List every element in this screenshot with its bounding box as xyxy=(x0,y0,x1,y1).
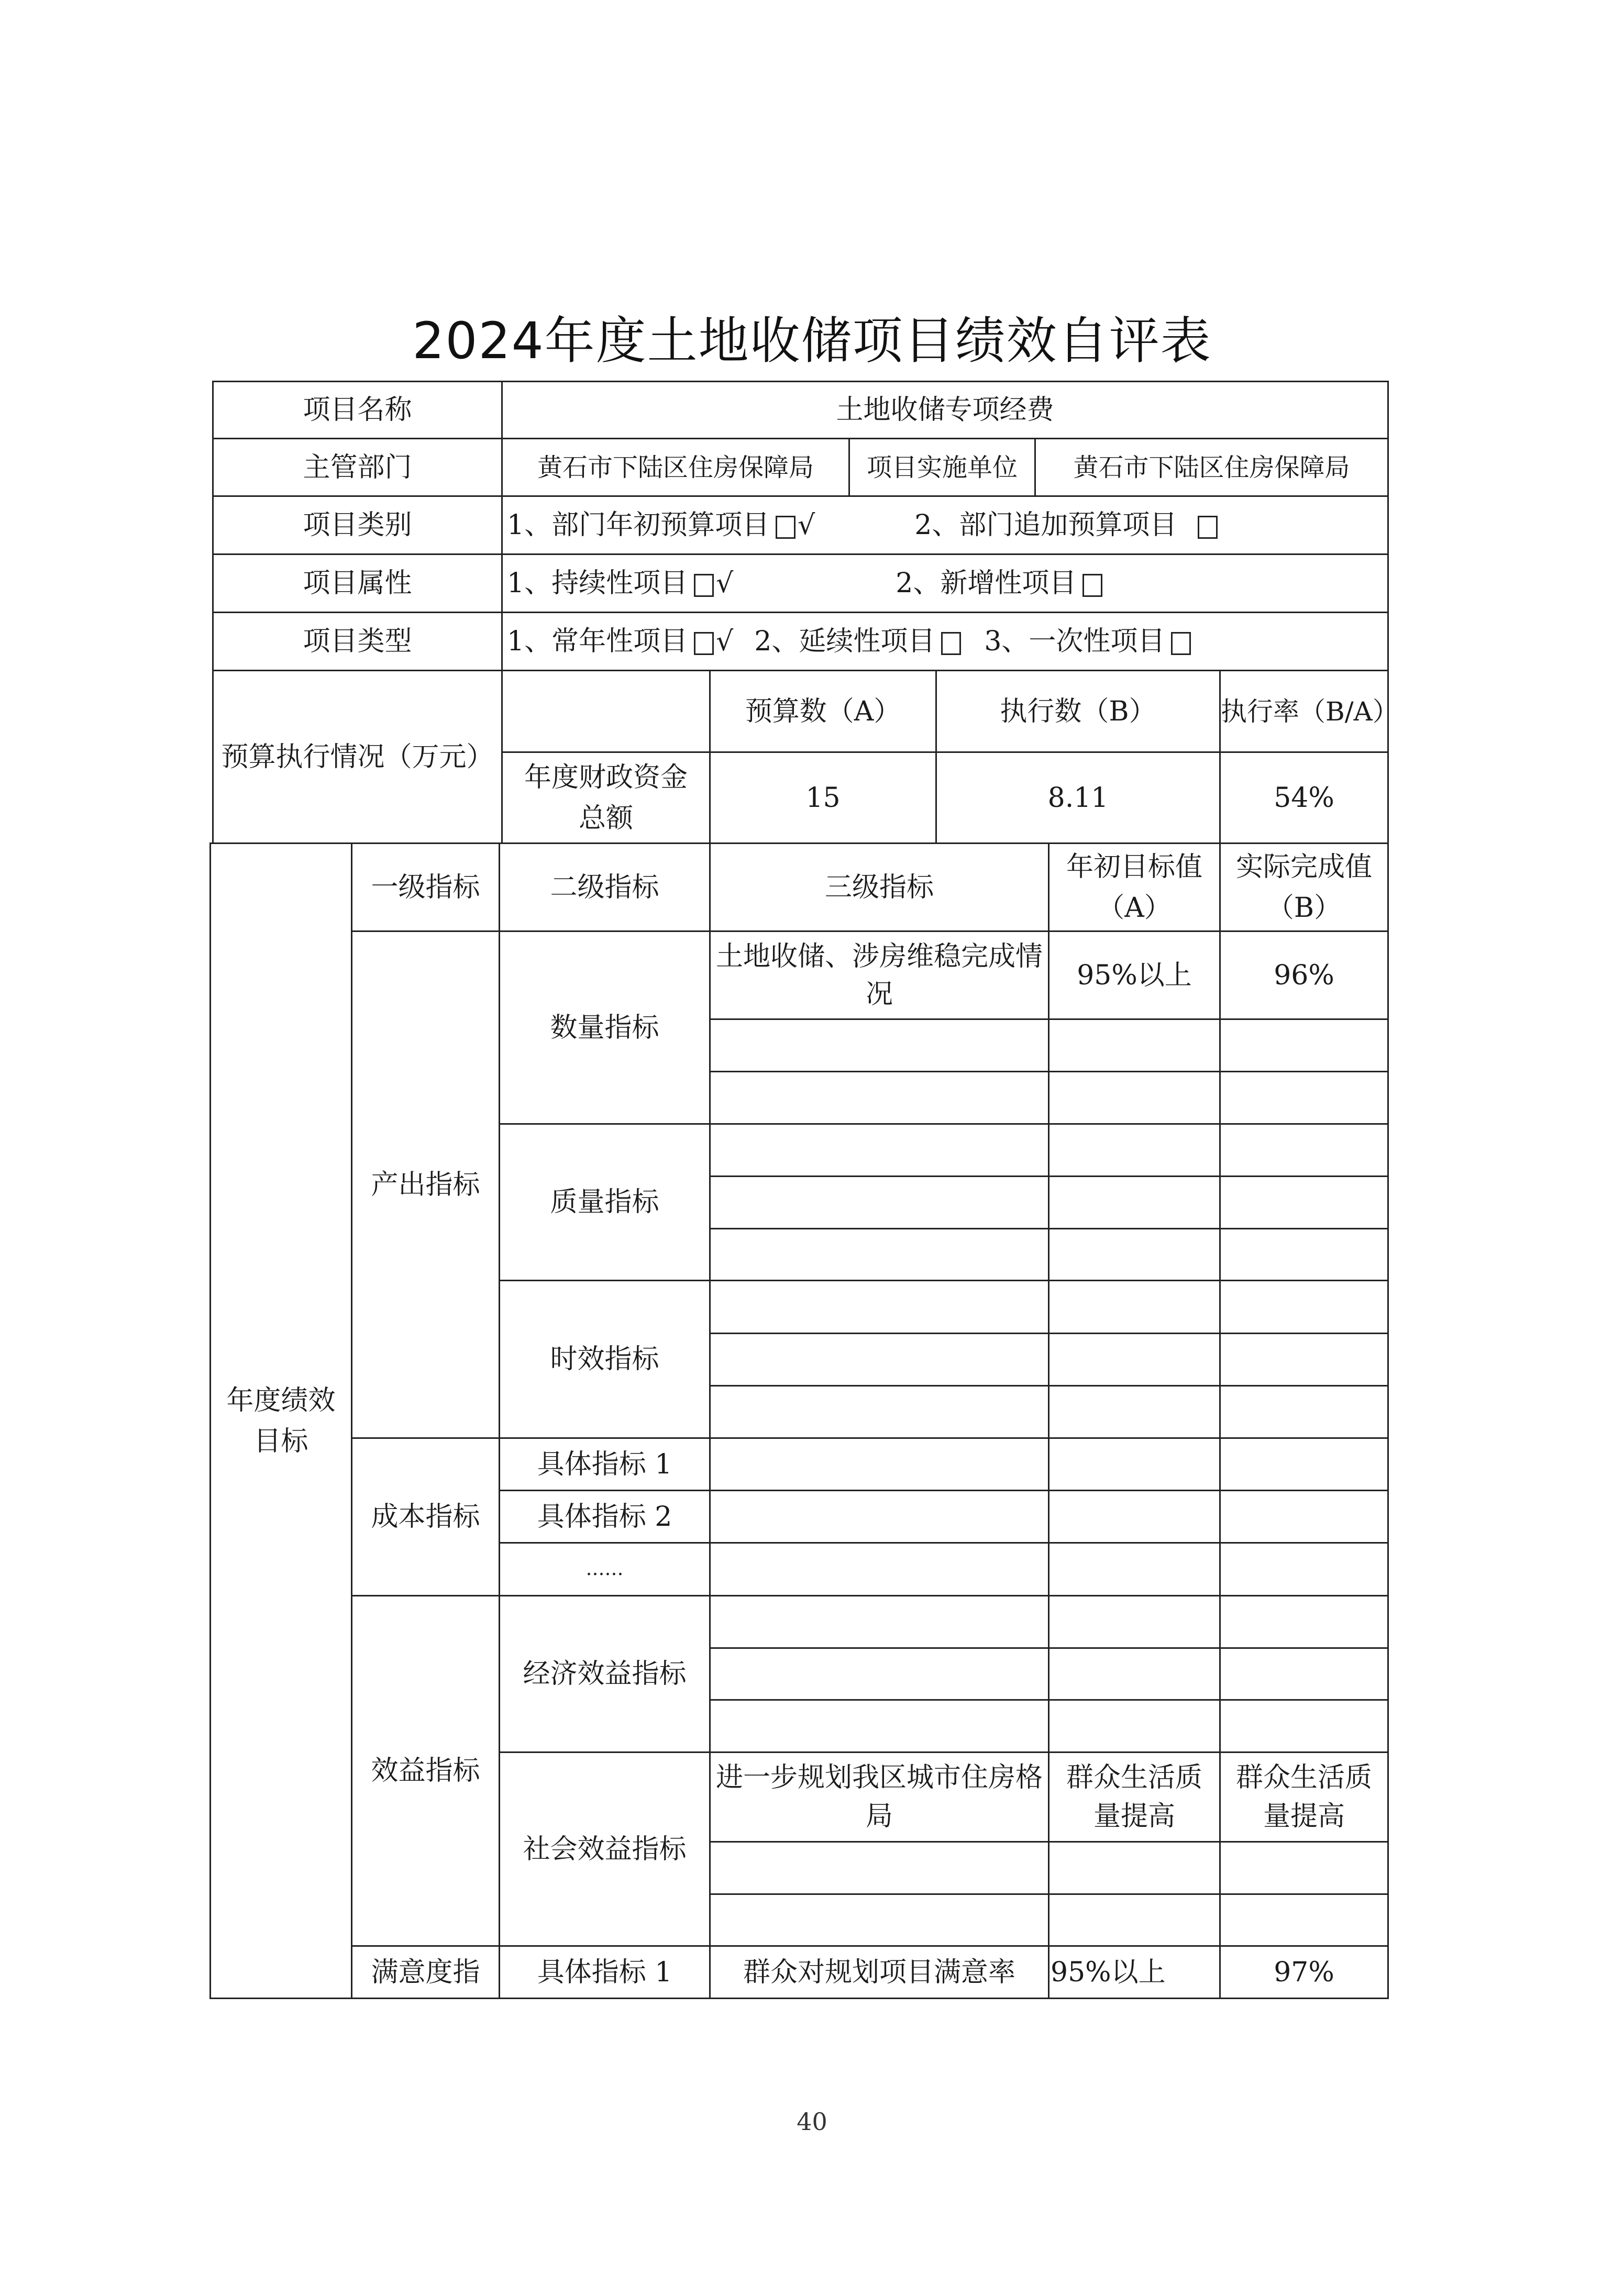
department-label: 主管部门 xyxy=(212,438,503,497)
empty-cell xyxy=(1219,1175,1389,1229)
project-name-label: 项目名称 xyxy=(212,381,503,439)
empty-cell xyxy=(709,1699,1049,1753)
budget-header-b: 执行数（B） xyxy=(935,670,1221,753)
type-label: 项目类型 xyxy=(212,612,503,671)
budget-label: 预算执行情况（万元） xyxy=(212,670,503,844)
empty-cell xyxy=(1219,1018,1389,1072)
empty-cell xyxy=(1219,1841,1389,1895)
empty-cell xyxy=(709,1893,1049,1947)
empty-cell xyxy=(1219,1071,1389,1125)
satisfaction-actual: 97% xyxy=(1219,1945,1389,1999)
social-benefit-label: 社会效益指标 xyxy=(499,1751,711,1947)
empty-cell xyxy=(709,1841,1049,1895)
checkmark-icon: √ xyxy=(798,509,815,541)
satisfaction-label: 满意度指 xyxy=(351,1945,500,1999)
budget-header-a: 预算数（A） xyxy=(709,670,937,753)
header-level2: 二级指标 xyxy=(499,842,711,932)
empty-cell xyxy=(1219,1490,1389,1544)
checkbox-icon xyxy=(941,632,961,655)
header-level3: 三级指标 xyxy=(709,842,1049,932)
empty-cell xyxy=(1048,1647,1221,1701)
department-value: 黄石市下陆区住房保障局 xyxy=(501,438,850,497)
empty-cell xyxy=(709,1175,1049,1229)
empty-cell xyxy=(1048,1333,1221,1387)
category-label: 项目类别 xyxy=(212,495,503,555)
empty-cell xyxy=(1219,1280,1389,1334)
option-label: 2、延续性项目 xyxy=(754,626,935,657)
implementing-unit-value: 黄石市下陆区住房保障局 xyxy=(1034,438,1389,497)
empty-cell xyxy=(1219,1699,1389,1753)
empty-cell xyxy=(709,1437,1049,1491)
option-label: 1、常年性项目 xyxy=(507,626,688,657)
implementing-unit-label: 项目实施单位 xyxy=(848,438,1036,497)
option-label: 3、一次性项目 xyxy=(984,626,1165,657)
quantity-indicators-label: 数量指标 xyxy=(499,930,711,1125)
empty-cell xyxy=(1219,1893,1389,1947)
empty-cell xyxy=(709,1647,1049,1701)
economic-benefit-label: 经济效益指标 xyxy=(499,1595,711,1753)
category-option-additional[interactable] xyxy=(914,505,1220,546)
empty-cell xyxy=(1048,1385,1221,1439)
type-option-extended[interactable] xyxy=(754,621,963,662)
budget-value-a: 15 xyxy=(709,751,937,844)
checkmark-icon: √ xyxy=(716,626,734,657)
checkbox-icon xyxy=(1082,574,1102,597)
empty-cell xyxy=(709,1280,1049,1334)
output-indicators-label: 产出指标 xyxy=(351,930,500,1439)
option-label: 1、部门年初预算项目 xyxy=(507,509,770,541)
option-label: 2、部门追加预算项目 xyxy=(914,509,1177,541)
empty-cell xyxy=(1048,1071,1221,1125)
cost-indicators-label: 成本指标 xyxy=(351,1437,500,1596)
social-row-target: 群众生活质量提高 xyxy=(1048,1751,1221,1843)
timeliness-indicators-label: 时效指标 xyxy=(499,1280,711,1439)
checkbox-icon xyxy=(776,516,796,539)
cost-item-2: 具体指标 2 xyxy=(499,1490,711,1544)
empty-cell xyxy=(1219,1333,1389,1387)
quantity-row-target: 95%以上 xyxy=(1048,930,1221,1020)
category-options xyxy=(501,495,1389,555)
budget-value-rate: 54% xyxy=(1219,751,1389,844)
empty-cell xyxy=(1219,1437,1389,1491)
project-name-value: 土地收储专项经费 xyxy=(501,381,1389,439)
empty-cell xyxy=(1048,1893,1221,1947)
empty-cell xyxy=(709,1595,1049,1649)
budget-row-label: 年度财政资金总额 xyxy=(501,751,711,844)
quantity-row-l3: 土地收储、涉房维稳完成情况 xyxy=(709,930,1049,1020)
budget-header-rate: 执行率（B/A） xyxy=(1219,670,1389,753)
empty-cell xyxy=(1219,1123,1389,1177)
social-row-actual: 群众生活质量提高 xyxy=(1219,1751,1389,1843)
attribute-options xyxy=(501,553,1389,613)
empty-cell xyxy=(1219,1647,1389,1701)
category-option-annual[interactable] xyxy=(507,505,815,546)
empty-cell xyxy=(709,1071,1049,1125)
empty-cell xyxy=(709,1123,1049,1177)
quantity-row-actual: 96% xyxy=(1219,930,1389,1020)
cost-item-ellipsis: …… xyxy=(499,1542,711,1596)
option-label: 2、新增性项目 xyxy=(896,568,1077,599)
quality-indicators-label: 质量指标 xyxy=(499,1123,711,1281)
checkbox-icon xyxy=(1198,516,1218,539)
satisfaction-item: 具体指标 1 xyxy=(499,1945,711,1999)
budget-header-blank xyxy=(501,670,711,753)
empty-cell xyxy=(1048,1437,1221,1491)
empty-cell xyxy=(1048,1018,1221,1072)
document-title: 2024年度土地收储项目绩效自评表 xyxy=(412,312,1212,370)
benefit-indicators-label: 效益指标 xyxy=(351,1595,500,1947)
satisfaction-target: 95%以上 xyxy=(1048,1945,1221,1999)
empty-cell xyxy=(709,1333,1049,1387)
empty-cell xyxy=(1048,1699,1221,1753)
attribute-option-continuous[interactable] xyxy=(507,563,733,604)
header-level1: 一级指标 xyxy=(351,842,500,932)
social-row-l3: 进一步规划我区城市住房格局 xyxy=(709,1751,1049,1843)
type-option-onetime[interactable] xyxy=(984,621,1193,662)
empty-cell xyxy=(1048,1595,1221,1649)
annual-goals-label: 年度绩效目标 xyxy=(209,842,352,1999)
empty-cell xyxy=(709,1018,1049,1072)
option-label: 1、持续性项目 xyxy=(507,568,688,599)
empty-cell xyxy=(1219,1595,1389,1649)
empty-cell xyxy=(709,1490,1049,1544)
empty-cell xyxy=(1048,1228,1221,1281)
header-actual: 实际完成值（B） xyxy=(1219,842,1389,932)
checkbox-icon xyxy=(694,574,714,597)
satisfaction-l3: 群众对规划项目满意率 xyxy=(709,1945,1049,1999)
empty-cell xyxy=(1219,1385,1389,1439)
empty-cell xyxy=(1048,1175,1221,1229)
checkmark-icon: √ xyxy=(716,568,734,599)
cost-item-1: 具体指标 1 xyxy=(499,1437,711,1491)
empty-cell xyxy=(709,1228,1049,1281)
checkbox-icon xyxy=(1171,632,1191,655)
type-options xyxy=(501,612,1389,671)
empty-cell xyxy=(1048,1123,1221,1177)
empty-cell xyxy=(1219,1542,1389,1596)
empty-cell xyxy=(1048,1841,1221,1895)
empty-cell xyxy=(1048,1542,1221,1596)
header-target: 年初目标值（A） xyxy=(1048,842,1221,932)
attribute-option-new[interactable] xyxy=(896,563,1104,604)
empty-cell xyxy=(1219,1228,1389,1281)
empty-cell xyxy=(709,1542,1049,1596)
page-number: 40 xyxy=(797,2108,827,2136)
empty-cell xyxy=(1048,1490,1221,1544)
type-option-regular[interactable] xyxy=(507,621,733,662)
budget-value-b: 8.11 xyxy=(935,751,1221,844)
empty-cell xyxy=(709,1385,1049,1439)
attribute-label: 项目属性 xyxy=(212,553,503,613)
checkbox-icon xyxy=(694,632,714,655)
empty-cell xyxy=(1048,1280,1221,1334)
